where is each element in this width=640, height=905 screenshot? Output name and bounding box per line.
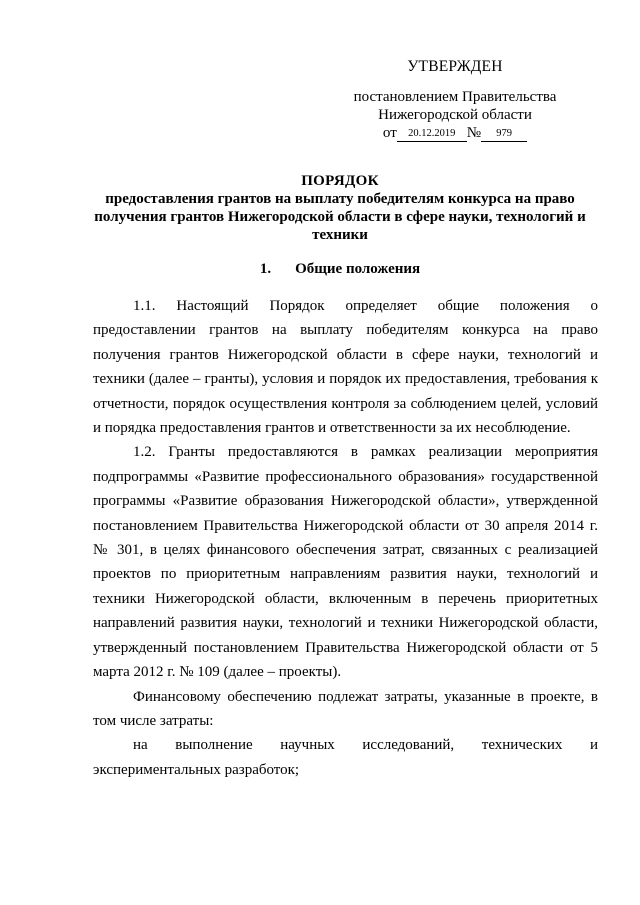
- date-prefix: от: [382, 125, 397, 141]
- paragraph-research-expenses: на выполнение научных исследований, технических и экспериментальных разработок;: [93, 737, 598, 778]
- approval-line-1: постановлением Правительства: [353, 89, 557, 105]
- approval-number: 979: [481, 127, 527, 142]
- body-text: [93, 294, 598, 782]
- paragraph-1-1: 1.1. Настоящий Порядок определяет общие положения о предоставлении грантов на выплату победителям конкурса на право получения грантов Нижегородской области в сфере науки, технологий и техники (далее – гранты), условия и порядок их предоставления, требования к отчетности, порядок осуществления контроля за соблюдением целей, условий и порядка предоставления грантов и ответственности за их несоблюдение.: [93, 298, 598, 437]
- section-heading: [80, 260, 600, 278]
- approval-stamp: [345, 58, 565, 142]
- approval-date-line: [345, 124, 565, 142]
- document-subtitle-line-2: получения грантов Нижегородской области в сфере науки, технологий и: [94, 209, 586, 225]
- number-prefix: №: [466, 125, 482, 141]
- document-subtitle-line-1: предоставления грантов на выплату победителям конкурса на право: [105, 191, 575, 207]
- paragraph-1-2: 1.2. Гранты предоставляются в рамках реализации мероприятия подпрограммы «Развитие профессионального образования» государственной программы «Развитие образования Нижегородской области», утвержденной постановлением Правительства Нижегородской области от 30 апреля 2014 г. № 301, в целях финансового обеспечения затрат, связанных с реализацией проектов по приоритетным направлениям развития науки, технологий и техники Нижегородской области, включенным в перечень приоритетных направлений развития науки, технологий и техники Нижегородской области, утвержденный постановлением Правительства Нижегородской области от 5 марта 2012 г. № 109 (далее – проекты).: [93, 444, 598, 681]
- section-number: 1.: [259, 261, 272, 277]
- approval-line-2: Нижегородской области: [378, 107, 532, 123]
- document-subtitle-line-3: техники: [312, 227, 368, 243]
- document-title: ПОРЯДОК: [301, 173, 379, 189]
- approval-title: УТВЕРЖДЕН: [407, 58, 503, 75]
- paragraph-expenses: Финансовому обеспечению подлежат затраты, указанные в проекте, в том числе затраты:: [93, 688, 598, 729]
- section-title: Общие положения: [295, 261, 421, 277]
- document-title-block: [80, 172, 600, 244]
- approval-date: 20.12.2019: [397, 127, 467, 142]
